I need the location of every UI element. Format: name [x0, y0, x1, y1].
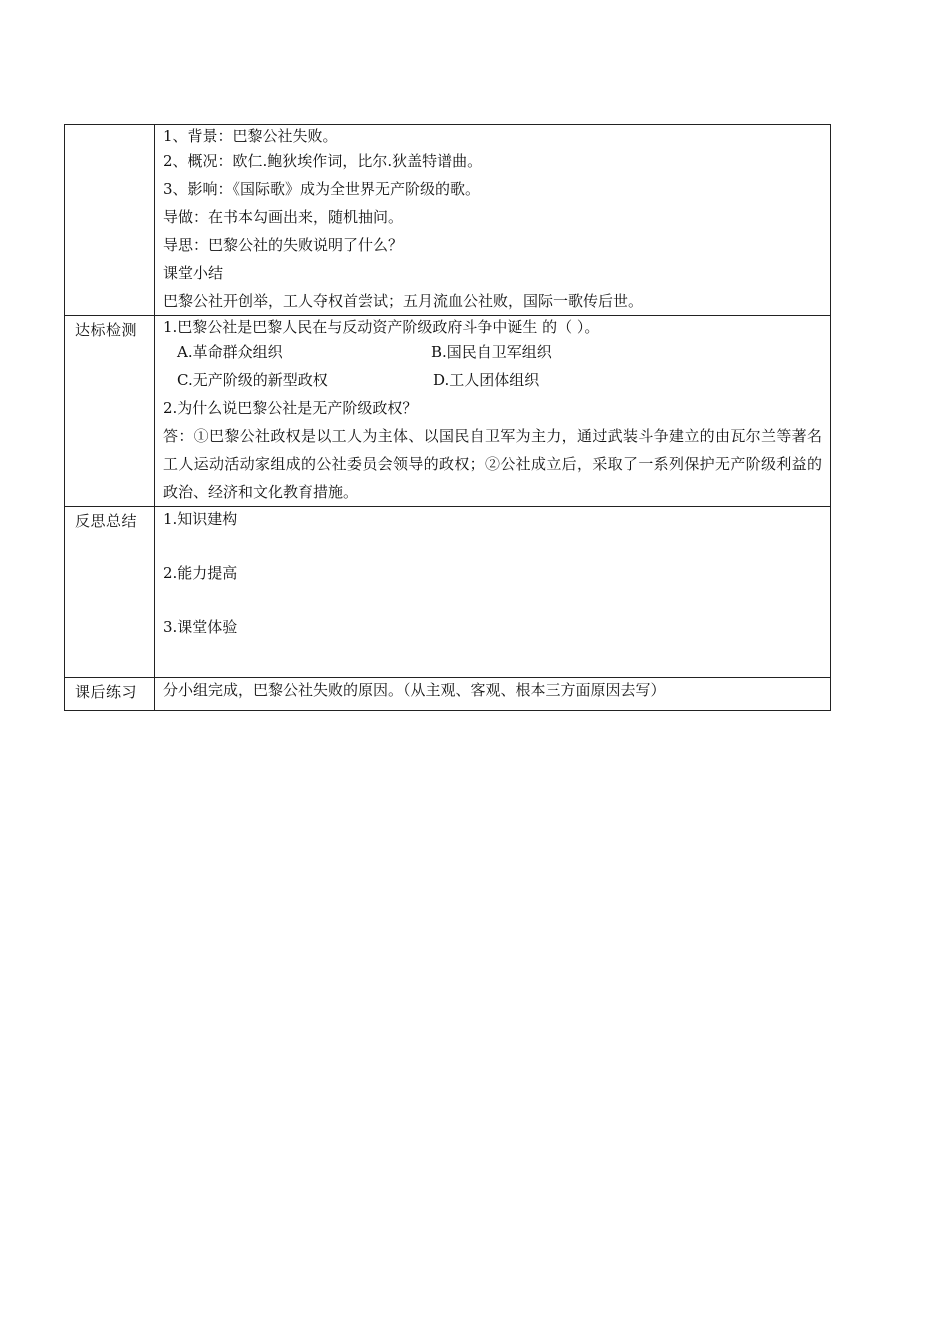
options-row-1 [163, 338, 822, 366]
class-experience: 3.课堂体验 [163, 618, 238, 636]
row-continuation-label-cell [65, 125, 155, 316]
option-a: A.革命群众组织 [177, 343, 283, 361]
option-c: C.无产阶级的新型政权 [177, 371, 328, 389]
background-line: 1、背景：巴黎公社失败。 [163, 127, 338, 145]
homework-label: 课后练习 [65, 678, 155, 711]
homework-text: 分小组完成，巴黎公社失败的原因。（从主观、客观、根本三方面原因去写） [163, 681, 666, 699]
guide-do-line: 导做：在书本勾画出来，随机抽问。 [163, 208, 404, 226]
guide-think-line: 导思：巴黎公社的失败说明了什么？ [163, 236, 404, 254]
impact-line: 3、影响：《国际歌》成为全世界无产阶级的歌。 [163, 180, 481, 198]
question-1: 1.巴黎公社是巴黎人民在与反动资产阶级政府斗争中诞生 的（ ）。 [163, 318, 600, 336]
row-homework [65, 678, 831, 711]
option-b: B.国民自卫军组织 [431, 343, 552, 361]
row-reflection [65, 507, 831, 678]
answer-text: 答：①巴黎公社政权是以工人为主体、以国民自卫军为主力，通过武装斗争建立的由瓦尔兰等著名工人运动活动家组成的公社委员会领导的政权；②公社成立后，采取了一系列保护无产阶级利益的政治、经济和文化教育措施。 [163, 427, 822, 501]
overview-line: 2、概况：欧仁.鲍狄埃作词，比尔.狄盖特谱曲。 [163, 152, 483, 170]
summary-text: 巴黎公社开创举，工人夺权首尝试；五月流血公社败，国际一歌传后世。 [163, 292, 644, 310]
question-2: 2.为什么说巴黎公社是无产阶级政权？ [163, 399, 418, 417]
option-d: D.工人团体组织 [433, 371, 540, 389]
row-continuation [65, 125, 831, 316]
row-continuation-content [155, 125, 831, 316]
reflection-label: 反思总结 [65, 507, 155, 678]
lesson-table [64, 124, 831, 711]
homework-content [155, 678, 831, 711]
summary-heading: 课堂小结 [163, 264, 224, 282]
row-test [65, 316, 831, 507]
reflection-content [155, 507, 831, 678]
knowledge-construction: 1.知识建构 [163, 510, 238, 528]
test-label: 达标检测 [65, 316, 155, 507]
options-row-2 [163, 366, 822, 394]
test-content [155, 316, 831, 507]
ability-improvement: 2.能力提高 [163, 564, 238, 582]
